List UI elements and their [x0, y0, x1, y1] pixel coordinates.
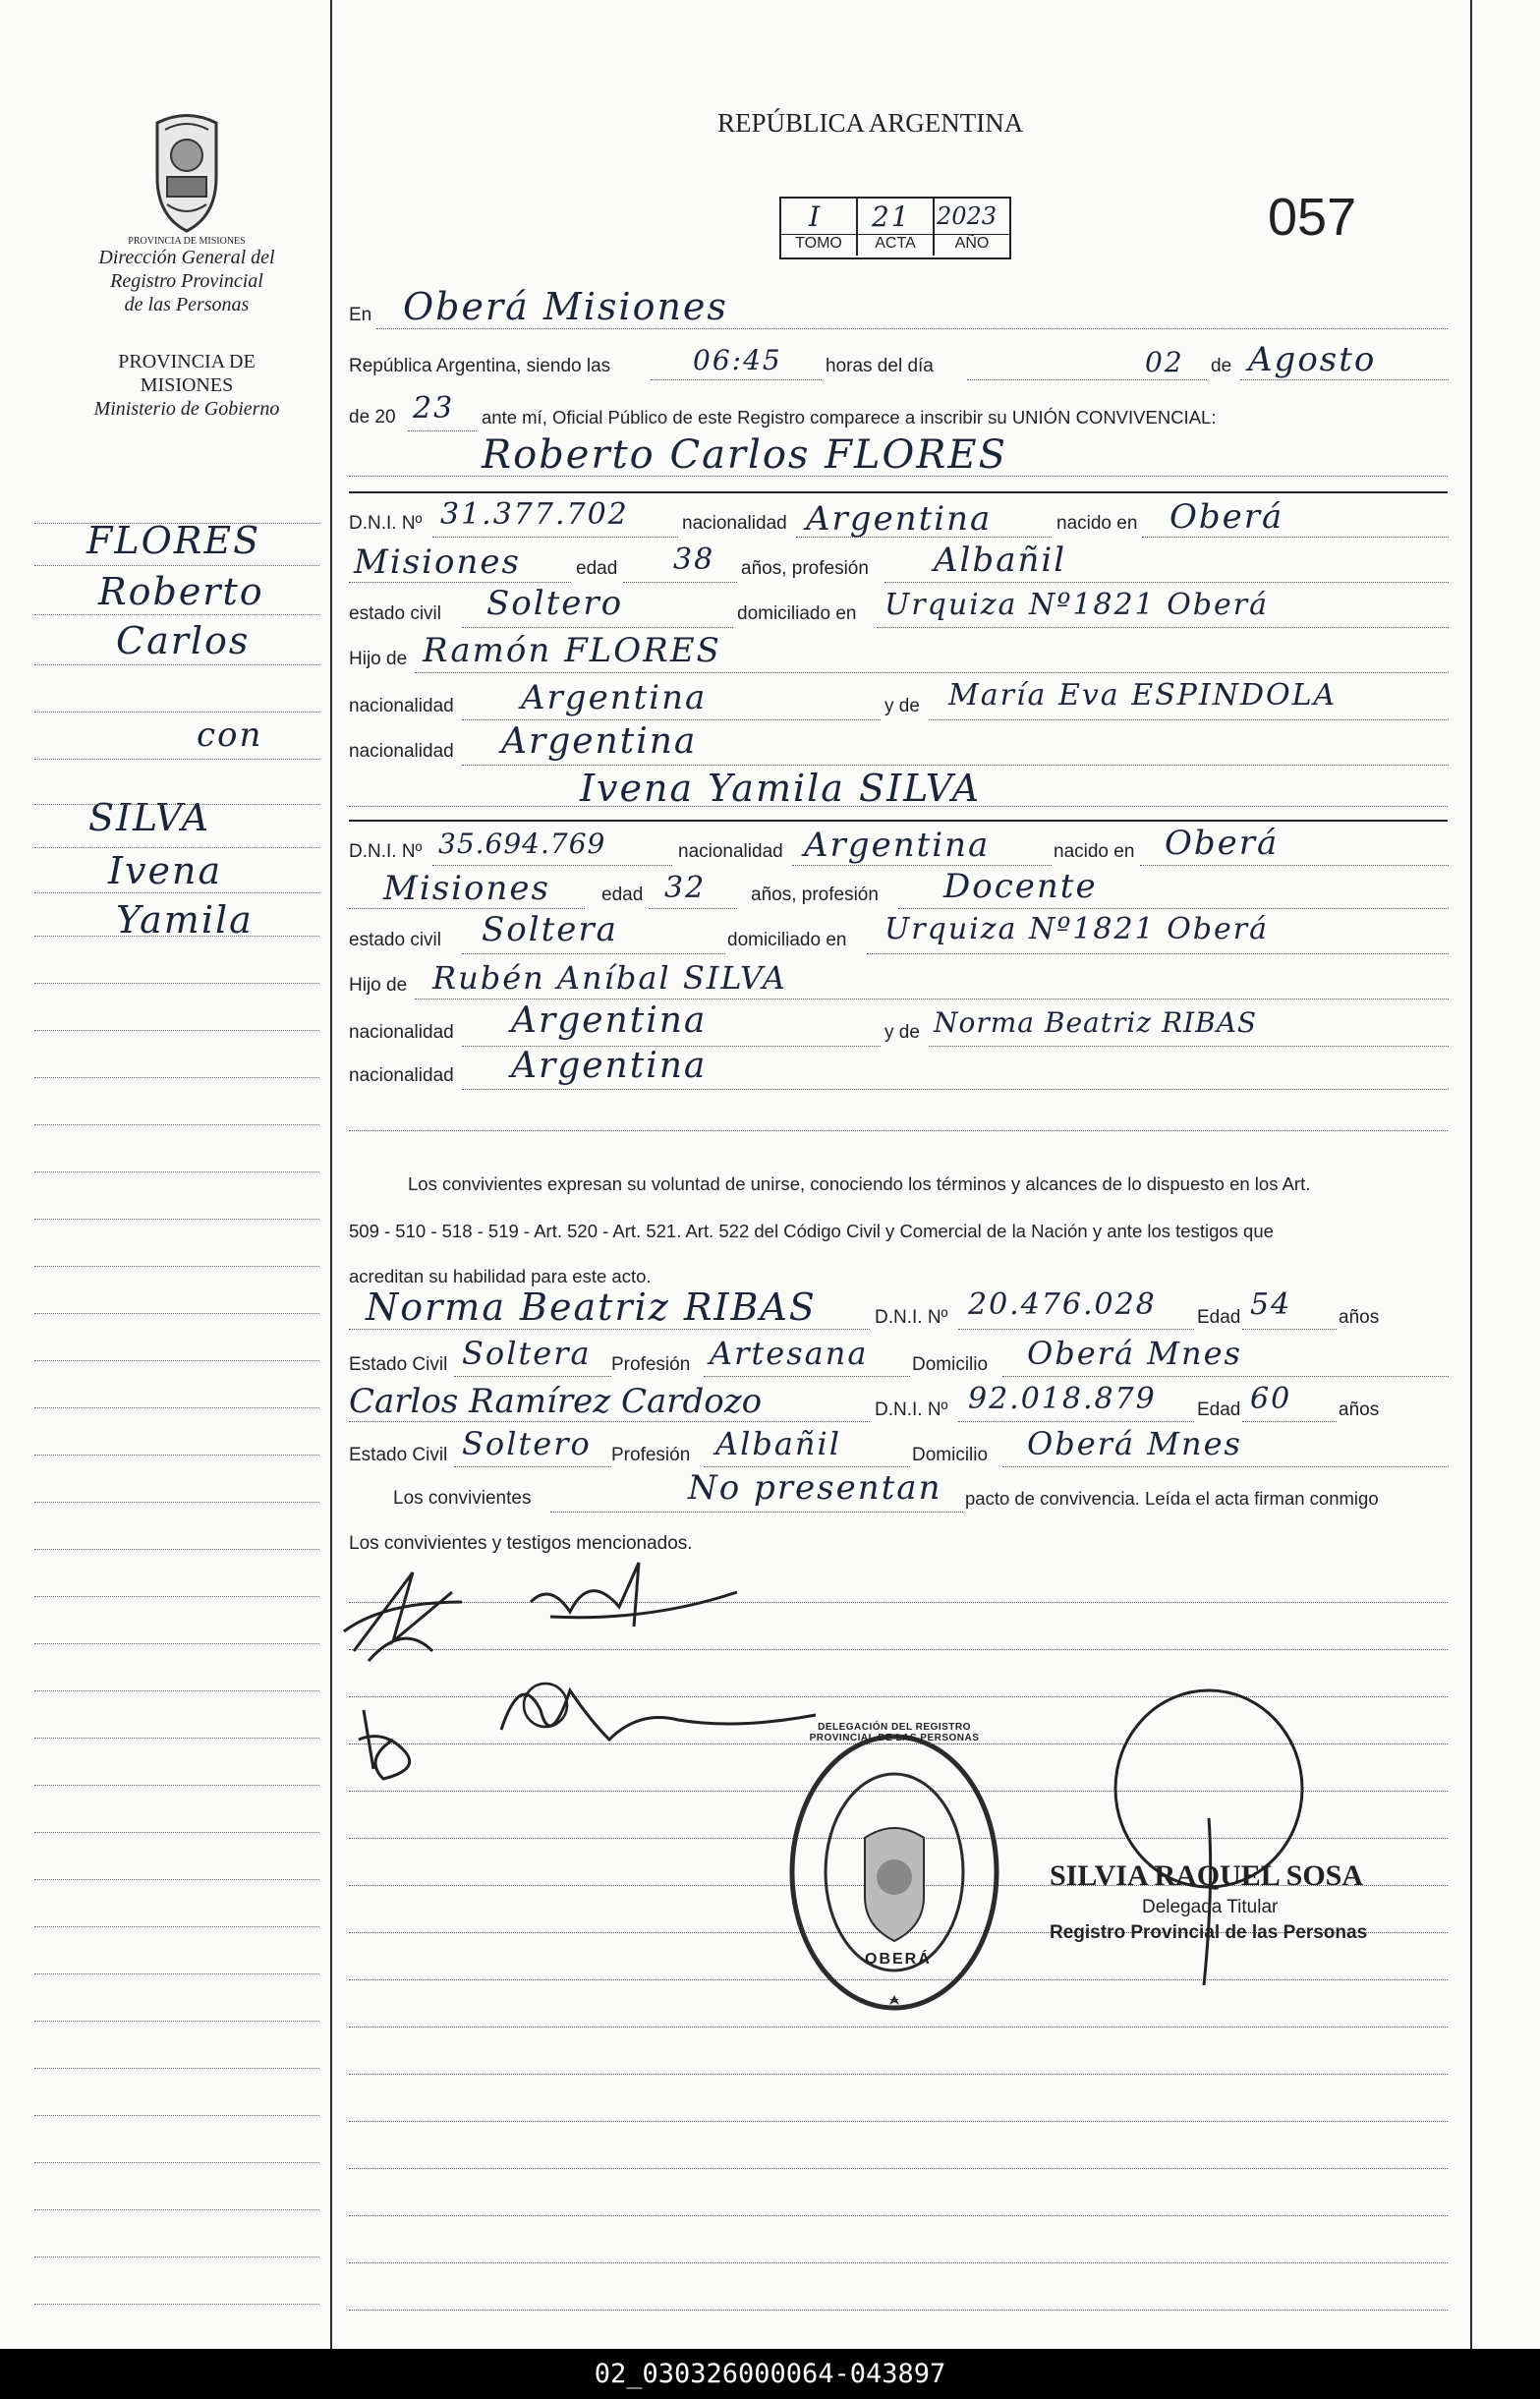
margin-rule	[34, 1785, 319, 1786]
p1-father-line	[415, 672, 1449, 673]
month-line	[1240, 379, 1449, 380]
act-number: 057	[1268, 188, 1357, 247]
margin-rule	[34, 1973, 319, 1974]
tomo-label: TOMO	[781, 234, 856, 253]
p1-profession-label: años, profesión	[741, 558, 869, 579]
margin-rule	[34, 936, 319, 937]
w2-civil-value: Soltero	[462, 1425, 592, 1462]
p2-profession-label: años, profesión	[751, 885, 879, 905]
margin-note-2: Roberto	[98, 570, 264, 613]
w1-dni-label: D.N.I. Nº	[875, 1307, 948, 1328]
rule	[349, 2168, 1448, 2169]
p2-father-value: Rubén Aníbal SILVA	[432, 959, 787, 997]
p1-address-label: domiciliado en	[737, 603, 857, 624]
margin-rule	[34, 1455, 319, 1456]
p2-nationality-label: nacionalidad	[678, 841, 783, 862]
p1-dni-label: D.N.I. Nº	[349, 513, 423, 534]
rule	[349, 2074, 1448, 2075]
p1-mother-nat-line	[462, 765, 1449, 766]
margin-note-3: Carlos	[116, 619, 251, 662]
place-value: Oberá Misiones	[403, 285, 728, 328]
p2-age-line	[649, 908, 737, 909]
signers-line: Los convivientes y testigos mencionados.	[349, 1533, 693, 1554]
officer-name: SILVIA RAQUEL SOSA	[1050, 1859, 1364, 1892]
margin-note-5: SILVA	[88, 796, 211, 839]
margin-rule	[34, 2209, 319, 2210]
convivientes-label: Los convivientes	[393, 1488, 532, 1509]
p1-father-nat-label: nacionalidad	[349, 696, 454, 716]
margin-note-4: con	[197, 715, 263, 755]
p2-age-value: 32	[664, 871, 707, 905]
margin-note-1: FLORES	[86, 519, 261, 562]
p1-civil-line	[462, 627, 733, 628]
w2-civil-line	[454, 1466, 611, 1467]
p2-born-label: nacido en	[1054, 841, 1135, 862]
de-label: de	[1211, 356, 1232, 376]
w1-dni-value: 20.476.028	[968, 1287, 1157, 1322]
org-name	[59, 246, 314, 316]
stamp-ring-text: DELEGACIÓN DEL REGISTRO PROVINCIAL DE LAS PERSONAS	[809, 1722, 980, 1743]
p1-civil-label: estado civil	[349, 603, 441, 624]
margin-rule	[34, 847, 319, 848]
w1-age-label: Edad	[1197, 1307, 1241, 1328]
p2-dni-value: 35.694.769	[438, 828, 606, 860]
p1-father-nat-line	[462, 719, 881, 720]
declaration-line-2: 509 - 510 - 518 - 519 - Art. 520 - Art. 521. Art. 522 del Código Civil y Comercial de la Nación y ante los testigos que	[349, 1221, 1274, 1241]
p1-mother-label: y de	[884, 696, 920, 716]
p1-mother-line	[929, 719, 1449, 720]
p1-born-label: nacido en	[1056, 513, 1138, 534]
margin-rule	[34, 892, 319, 893]
w2-civil-label: Estado Civil	[349, 1445, 448, 1465]
p2-civil-line	[462, 953, 725, 954]
w1-civil-label: Estado Civil	[349, 1354, 448, 1375]
rule	[349, 2027, 1448, 2028]
w2-domicile-line	[1002, 1466, 1449, 1467]
margin-rule	[34, 712, 319, 713]
time-value: 06:45	[693, 344, 782, 376]
declaration-line-3: acreditan su habilidad para este acto.	[349, 1266, 652, 1286]
margin-rule	[34, 1502, 319, 1503]
anio-cell	[935, 199, 1009, 256]
p2-profession-value: Docente	[943, 867, 1098, 906]
margin-rule	[34, 2068, 319, 2069]
p2-mother-label: y de	[884, 1022, 920, 1043]
w1-domicile-label: Domicilio	[912, 1354, 989, 1375]
margin-rule	[34, 565, 319, 566]
p2-civil-label: estado civil	[349, 930, 441, 950]
margin-rule	[34, 1171, 319, 1172]
margin-rule	[34, 1124, 319, 1125]
sidebar-divider	[330, 0, 332, 2349]
w1-dni-line	[958, 1329, 1194, 1330]
w1-civil-line	[454, 1376, 611, 1377]
margin-rule	[34, 1643, 319, 1644]
rule	[349, 2262, 1448, 2263]
country-title: REPÚBLICA ARGENTINA	[717, 108, 1024, 138]
province-seal	[138, 108, 236, 236]
margin-rule	[34, 1219, 319, 1220]
w2-dni-line	[958, 1421, 1194, 1422]
w2-profession-label: Profesión	[611, 1445, 691, 1465]
document-code: 02_030326000064-043897	[0, 2349, 1540, 2399]
p1-mother-nat-label: nacionalidad	[349, 741, 454, 762]
w1-domicile-value: Oberá Mnes	[1027, 1335, 1242, 1372]
p1-father-label: Hijo de	[349, 649, 408, 669]
margin-rule	[34, 759, 319, 760]
p2-mother-line	[929, 1046, 1449, 1047]
p2-civil-value: Soltera	[482, 910, 618, 949]
stamp-city: OBERÁ	[865, 1951, 932, 1968]
acta-value: 21	[872, 200, 911, 233]
official-stamp	[786, 1730, 1002, 2015]
margin-rule	[34, 1313, 319, 1314]
rule	[349, 2215, 1448, 2216]
province-line-2: MISIONES	[140, 374, 234, 396]
p1-age-label: edad	[576, 558, 618, 579]
tomo-value: I	[809, 200, 823, 233]
p2-dni-line	[432, 865, 672, 866]
margin-rule	[34, 664, 319, 665]
acta-cell	[858, 199, 935, 256]
p2-born-value-2: Misiones	[383, 869, 550, 908]
org-line-3: de las Personas	[124, 294, 250, 315]
tomo-cell	[781, 199, 858, 256]
p2-address-value: Urquiza Nº1821 Oberá	[884, 912, 1269, 946]
p2-mother-nat-label: nacionalidad	[349, 1065, 454, 1086]
w1-profession-value: Artesana	[710, 1335, 869, 1372]
margin-rule	[34, 1077, 319, 1078]
p1-born-value-1: Oberá	[1169, 497, 1284, 537]
w1-domicile-line	[1002, 1376, 1449, 1377]
anio-label: AÑO	[935, 234, 1009, 253]
org-line-2: Registro Provincial	[110, 270, 263, 292]
margin-rule	[34, 804, 319, 805]
province-name	[59, 350, 314, 421]
p1-dni-line	[432, 537, 678, 538]
margin-rule	[34, 1030, 319, 1031]
republic-label: República Argentina, siendo las	[349, 356, 611, 376]
margin-rule	[34, 1360, 319, 1361]
margin-rule	[34, 1738, 319, 1739]
p1-dni-value: 31.377.702	[440, 497, 629, 532]
w2-dni-label: D.N.I. Nº	[875, 1399, 948, 1420]
p1-born-line	[1142, 537, 1449, 538]
p2-born-line-2	[349, 908, 585, 909]
margin-rule	[34, 1549, 319, 1550]
margin-rule	[34, 614, 319, 615]
section-divider	[349, 820, 1448, 822]
w2-domicile-value: Oberá Mnes	[1027, 1425, 1242, 1462]
margin-rule	[34, 523, 319, 524]
p1-mother-nat-value: Argentina	[501, 721, 698, 762]
w2-age-line	[1242, 1421, 1337, 1422]
margin-rule	[34, 2304, 319, 2305]
w2-anos-label: años	[1339, 1399, 1380, 1420]
anio-value: 2023	[937, 202, 998, 230]
year-line	[408, 430, 477, 431]
margin-note-6: Ivena	[108, 849, 223, 892]
margin-rule	[34, 2162, 319, 2163]
p1-father-value: Ramón FLORES	[423, 631, 721, 670]
hours-label: horas del día	[826, 356, 934, 376]
w1-age-line	[1242, 1329, 1337, 1330]
p1-civil-value: Soltero	[486, 584, 624, 623]
margin-rule	[34, 1690, 319, 1691]
p2-address-label: domiciliado en	[727, 930, 847, 950]
register-box	[779, 197, 1011, 259]
en-label: En	[349, 305, 372, 325]
officer-signature	[1091, 1671, 1317, 1995]
officer-title: Delegada Titular	[1142, 1897, 1279, 1917]
w1-profession-line	[704, 1376, 910, 1377]
p2-nationality-value: Argentina	[804, 826, 991, 865]
place-line	[376, 328, 1448, 329]
month-value: Agosto	[1248, 340, 1377, 379]
p1-age-value: 38	[673, 543, 715, 577]
appearance-statement: ante mí, Oficial Público de este Registro comparece a inscribir su UNIÓN CONVIVENCIAL:	[482, 407, 1217, 428]
rule	[349, 2310, 1448, 2311]
day-line	[967, 379, 1207, 380]
p2-age-label: edad	[601, 885, 644, 905]
officer-office: Registro Provincial de las Personas	[1050, 1922, 1368, 1943]
province-line-1: PROVINCIA DE	[118, 351, 256, 372]
p1-profession-line	[884, 582, 1449, 583]
w2-age-value: 60	[1250, 1382, 1292, 1416]
p2-born-line	[1140, 865, 1449, 866]
margin-rule	[34, 1596, 319, 1597]
person1-name: Roberto Carlos FLORES	[482, 432, 1007, 478]
p1-mother-value: María Eva ESPINDOLA	[948, 678, 1338, 713]
p1-address-value: Urquiza Nº1821 Oberá	[884, 588, 1269, 622]
p1-nationality-label: nacionalidad	[682, 513, 787, 534]
margin-note-7: Yamila	[116, 898, 254, 942]
margin-rule	[34, 1407, 319, 1408]
day-value: 02	[1145, 346, 1184, 378]
section-divider	[349, 491, 1448, 493]
p1-profession-value: Albañil	[934, 541, 1067, 580]
blank-line	[349, 1130, 1448, 1131]
person2-name: Ivena Yamila SILVA	[580, 767, 982, 810]
p1-born-line-2	[349, 582, 571, 583]
p2-mother-value: Norma Beatriz RIBAS	[934, 1006, 1258, 1039]
p2-father-nat-value: Argentina	[511, 1000, 708, 1041]
p1-address-line	[877, 627, 1449, 628]
rule	[349, 2121, 1448, 2122]
seal-caption: PROVINCIA DE MISIONES	[128, 236, 246, 247]
acta-label: ACTA	[858, 234, 933, 253]
pact-value: No presentan	[688, 1468, 942, 1508]
ministry: Ministerio de Gobierno	[93, 398, 280, 420]
p1-born-value-2: Misiones	[354, 543, 521, 582]
p2-nationality-line	[792, 865, 1052, 866]
w2-dni-value: 92.018.879	[968, 1382, 1157, 1416]
margin-rule	[34, 1926, 319, 1927]
w2-domicile-label: Domicilio	[912, 1445, 989, 1465]
w2-name: Carlos Ramírez Cardozo	[349, 1382, 763, 1421]
p2-address-line	[867, 953, 1449, 954]
w1-name: Norma Beatriz RIBAS	[366, 1285, 817, 1329]
year-prefix: de 20	[349, 407, 396, 428]
declaration-line-1: Los convivientes expresan su voluntad de unirse, conociendo los términos y alcances de lo dispuesto en los Art.	[408, 1173, 1311, 1194]
p2-mother-nat-value: Argentina	[511, 1046, 708, 1086]
pact-line	[550, 1512, 963, 1513]
w1-anos-label: años	[1339, 1307, 1380, 1328]
w2-profession-line	[704, 1466, 910, 1467]
p2-father-label: Hijo de	[349, 975, 408, 996]
p2-born-value-1: Oberá	[1165, 824, 1280, 863]
p2-father-line	[415, 999, 1449, 1000]
p1-nationality-value: Argentina	[806, 499, 993, 539]
year-suffix: 23	[413, 391, 455, 426]
org-line-1: Dirección General del	[98, 247, 275, 268]
right-border	[1470, 0, 1472, 2349]
margin-rule	[34, 2021, 319, 2022]
margin-rule	[34, 2115, 319, 2116]
margin-rule	[34, 1879, 319, 1880]
signature-2	[344, 1651, 835, 1799]
w1-name-line	[349, 1329, 870, 1330]
w1-civil-value: Soltera	[462, 1335, 592, 1372]
time-line	[651, 379, 822, 380]
margin-rule	[34, 983, 319, 984]
p1-father-nat-value: Argentina	[521, 678, 708, 717]
w1-age-value: 54	[1250, 1287, 1292, 1322]
margin-rule	[34, 2256, 319, 2257]
w1-profession-label: Profesión	[611, 1354, 691, 1375]
p1-age-line	[623, 582, 737, 583]
margin-rule	[34, 1832, 319, 1833]
p2-dni-label: D.N.I. Nº	[349, 841, 423, 862]
w2-age-label: Edad	[1197, 1399, 1241, 1420]
signature-1	[324, 1533, 776, 1671]
w2-profession-value: Albañil	[715, 1425, 841, 1462]
p2-father-nat-label: nacionalidad	[349, 1022, 454, 1043]
w2-name-line	[349, 1421, 870, 1422]
pact-text: pacto de convivencia. Leída el acta firman conmigo	[965, 1488, 1379, 1509]
margin-rule	[34, 1266, 319, 1267]
p2-mother-nat-line	[462, 1089, 1449, 1090]
p2-profession-line	[898, 908, 1449, 909]
